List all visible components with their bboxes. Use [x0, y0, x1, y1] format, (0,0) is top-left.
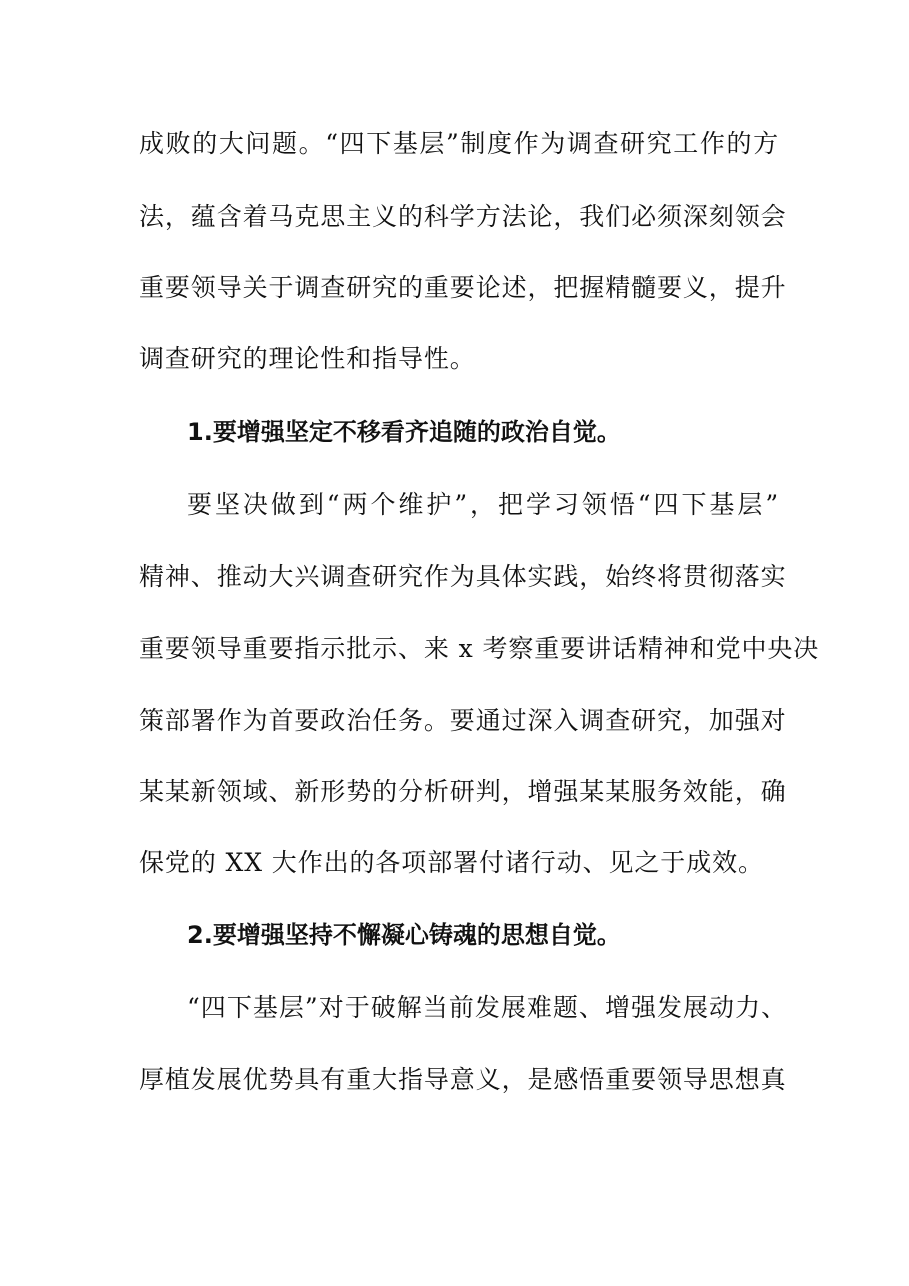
paragraph-line: 保党的 XX 大作出的各项部署付诸行动、见之于成效。: [139, 848, 764, 877]
paragraph-line: “四下基层”对于破解当前发展难题、增强发展动力、: [187, 993, 787, 1022]
paragraph-line: 调查研究的理论性和指导性。: [139, 344, 476, 373]
paragraph-line: 策部署作为首要政治任务。要通过深入调查研究，加强对: [139, 706, 787, 735]
paragraph-line: 重要领导重要指示批示、来 x 考察重要讲话精神和党中央决: [139, 634, 820, 663]
paragraph-line: 成败的大问题。“四下基层”制度作为调查研究工作的方: [139, 129, 779, 158]
paragraph-line: 重要领导关于调查研究的重要论述，把握精髓要义，提升: [139, 273, 787, 302]
section-heading-1: 1.要增强坚定不移看齐追随的政治自觉。: [187, 418, 621, 446]
section-heading-2: 2.要增强坚持不懈凝心铸魂的思想自觉。: [187, 921, 621, 949]
paragraph-line: 精神、推动大兴调查研究作为具体实践，始终将贯彻落实: [139, 562, 787, 591]
paragraph-line: 某某新领域、新形势的分析研判，增强某某服务效能，确: [139, 777, 787, 806]
paragraph-line: 厚植发展优势具有重大指导意义，是感悟重要领导思想真: [139, 1065, 787, 1094]
paragraph-line: 要坚决做到“两个维护”，把学习领悟“四下基层”: [187, 490, 779, 519]
paragraph-line: 法，蕴含着马克思主义的科学方法论，我们必须深刻领会: [139, 202, 787, 231]
